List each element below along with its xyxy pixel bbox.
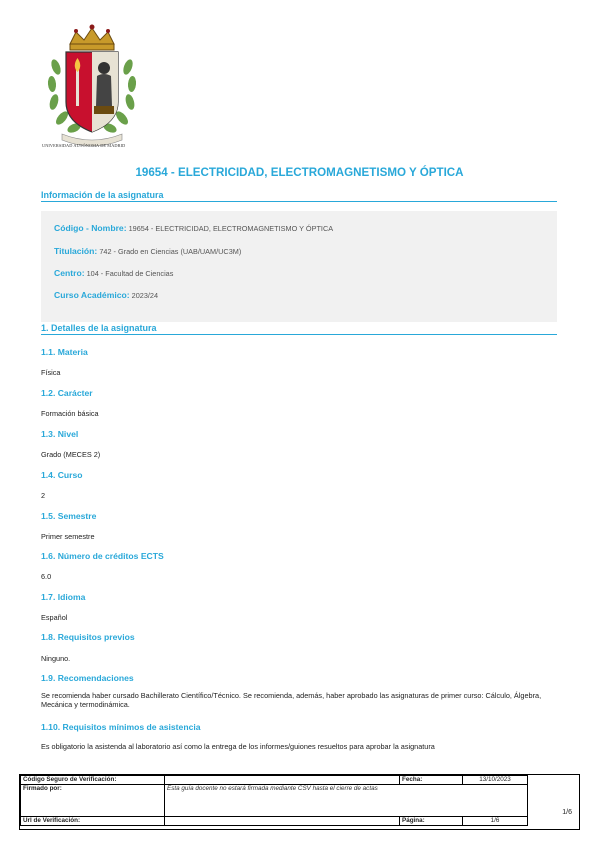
- csv-label: Código Seguro de Verificación:: [21, 776, 165, 785]
- nivel-value: Grado (MECES 2): [41, 450, 101, 459]
- url-label: Url de Verificación:: [21, 817, 165, 826]
- centro-value: 104 - Facultad de Ciencias: [86, 269, 174, 278]
- recomendaciones-heading: 1.9. Recomendaciones: [41, 673, 134, 683]
- fecha-label: Fecha:: [400, 776, 463, 785]
- curso-number-value: 2: [41, 491, 46, 500]
- curso-line: [54, 290, 158, 300]
- requisitos-value: Ninguno.: [41, 654, 71, 663]
- page-number: 1/6: [562, 809, 572, 816]
- caracter-value: Formación básica: [41, 409, 99, 418]
- csv-value: [165, 776, 400, 785]
- centro-label: Centro:: [54, 268, 85, 278]
- university-coat-of-arms-logo: [42, 22, 142, 152]
- titulacion-label: Titulación:: [54, 246, 98, 256]
- university-caption: UNIVERSIDAD AUTÓNOMA DE MADRID: [42, 143, 126, 148]
- idioma-heading: 1.7. Idioma: [41, 592, 86, 602]
- codigo-line: [54, 223, 333, 233]
- materia-value: Física: [41, 368, 61, 377]
- fecha-value: 13/10/2023: [463, 776, 528, 785]
- verification-footer: [19, 774, 580, 830]
- section-info-heading: Información de la asignatura: [41, 190, 557, 202]
- creditos-heading: 1.6. Número de créditos ECTS: [41, 551, 164, 561]
- curso-value: 2023/24: [131, 291, 159, 300]
- url-value: [165, 817, 400, 826]
- materia-heading: 1.1. Materia: [41, 347, 88, 357]
- codigo-label: Código - Nombre:: [54, 223, 127, 233]
- asistencia-value: Es obligatorio la asistenda al laboratorio así como la entrega de los informes/guiones resueltos para aprobar la asignatura: [41, 742, 435, 751]
- document-title: 19654 - ELECTRICIDAD, ELECTROMAGNETISMO Y ÓPTICA: [135, 166, 464, 179]
- subject-info-box: [41, 211, 557, 322]
- caracter-heading: 1.2. Carácter: [41, 388, 93, 398]
- section-details-heading: 1. Detalles de la asignatura: [41, 323, 557, 335]
- requisitos-heading: 1.8. Requisitos previos: [41, 632, 135, 642]
- pagina-label: Página:: [400, 817, 463, 826]
- curso-label: Curso Académico:: [54, 290, 130, 300]
- pagina-value: 1/6: [463, 817, 528, 826]
- titulacion-line: [54, 246, 241, 256]
- centro-line: [54, 268, 173, 278]
- nivel-heading: 1.3. Nivel: [41, 429, 79, 439]
- creditos-value: 6.0: [41, 572, 52, 581]
- recomendaciones-value: Se recomienda haber cursado Bachillerato Científico/Técnico. Se recomienda, además, haber aprobado las asignaturas de primer curso: Cálculo, Álgebra, Mecánica y termodinámica.: [41, 691, 542, 709]
- firmado-label: Firmado por:: [21, 785, 165, 817]
- firmado-value: Esta guía docente no estará firmada mediante CSV hasta el cierre de actas: [165, 785, 528, 817]
- semestre-value: Primer semestre: [41, 532, 95, 541]
- asistencia-heading: 1.10. Requisitos mínimos de asistencia: [41, 722, 201, 732]
- codigo-value: 19654 - ELECTRICIDAD, ELECTROMAGNETISMO Y ÓPTICA: [128, 224, 334, 233]
- curso-heading: 1.4. Curso: [41, 470, 83, 480]
- titulacion-value: 742 - Grado en Ciencias (UAB/UAM/UC3M): [99, 247, 242, 256]
- idioma-value: Español: [41, 613, 68, 622]
- semestre-heading: 1.5. Semestre: [41, 511, 97, 521]
